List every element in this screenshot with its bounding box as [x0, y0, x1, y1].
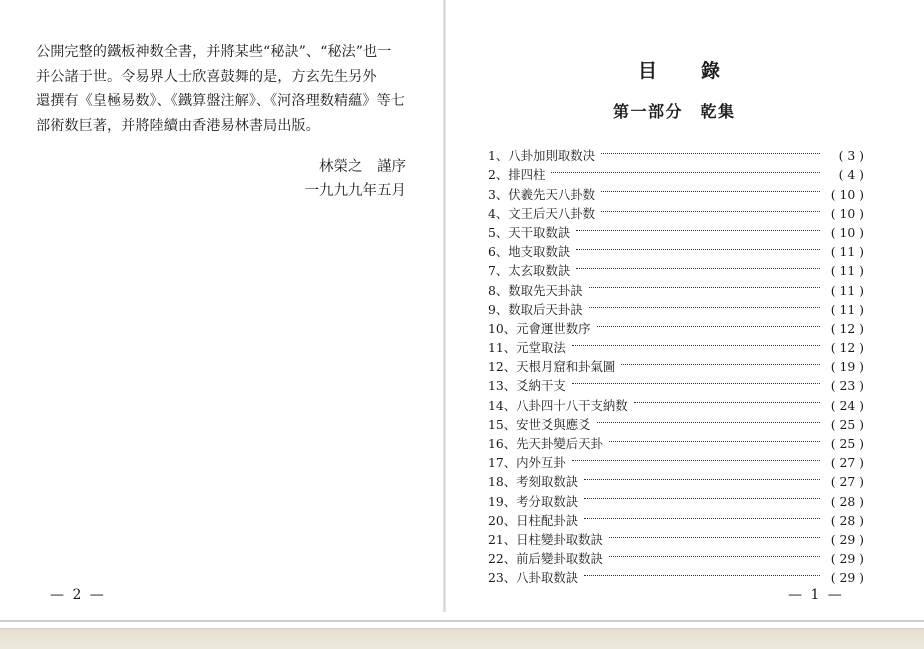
page-bottom-edge	[0, 620, 924, 622]
toc-entry-page: ( 29 )	[830, 551, 864, 567]
toc-entry-page: ( 28 )	[830, 512, 864, 528]
scan-background-strip	[0, 628, 924, 649]
toc-entry-label: 安世爻與應爻	[516, 416, 591, 432]
toc-entry-label: 数取先天卦訣	[508, 282, 583, 298]
toc-entry-label: 内外互卦	[516, 455, 566, 471]
toc-entry-number: 21、	[488, 531, 517, 547]
toc-dot-leader	[601, 179, 820, 198]
toc-entry-number: 1、	[488, 148, 509, 164]
toc-entry-label: 天干取数訣	[508, 224, 571, 240]
toc-dot-leader	[584, 506, 820, 525]
toc-title: 目錄	[638, 60, 765, 82]
toc-dot-leader	[589, 275, 820, 294]
toc-entry-number: 4、	[488, 205, 509, 221]
toc-entry-number: 9、	[488, 301, 509, 317]
toc-dot-leader	[609, 525, 820, 544]
toc-entry-page: ( 11 )	[830, 301, 864, 317]
toc-entry-page: ( 28 )	[830, 493, 864, 509]
toc-entry-number: 22、	[488, 551, 517, 567]
toc-dot-leader	[601, 141, 820, 160]
toc-entry-label: 前后變卦取数訣	[516, 551, 603, 567]
toc-entry-number: 11、	[488, 340, 517, 356]
toc-entry-label: 爻納干支	[516, 378, 566, 394]
toc-entry-number: 2、	[488, 167, 509, 183]
toc-dot-leader	[609, 429, 820, 448]
toc-entry-page: ( 10 )	[830, 205, 864, 221]
toc-dot-leader	[576, 256, 820, 275]
toc-dot-leader	[584, 486, 820, 505]
toc-entry-number: 15、	[488, 416, 517, 432]
page-number-right: — 1 —	[788, 587, 844, 603]
toc-entry-page: ( 19 )	[830, 359, 864, 375]
toc-entry-number: 10、	[488, 320, 517, 336]
toc-entry-page: ( 11 )	[830, 282, 864, 298]
toc-dot-leader	[551, 160, 820, 179]
toc-entry-page: ( 29 )	[830, 570, 864, 586]
toc-dot-leader	[597, 410, 820, 429]
toc-dot-leader	[584, 467, 820, 486]
toc-entry-label: 伏羲先天八卦数	[508, 186, 596, 202]
toc-entry-page: ( 25 )	[830, 436, 864, 451]
toc-entry-number: 17、	[488, 455, 517, 471]
left-page	[0, 0, 444, 628]
toc-dot-leader	[609, 544, 820, 563]
toc-entry-number: 5、	[488, 224, 509, 240]
toc-subtitle: 第一部分 乾集	[613, 102, 736, 121]
toc-dot-leader	[621, 352, 820, 371]
toc-entry-label: 考分取数訣	[516, 493, 579, 509]
toc-entry-number: 13、	[488, 378, 517, 394]
toc-entry-label: 地支取数訣	[508, 244, 571, 260]
toc-entry-label: 八卦四十八干支納数	[516, 397, 628, 413]
toc-entry-label: 天根月窟和卦氣圖	[516, 359, 616, 375]
toc-entry-page: ( 4 )	[838, 167, 864, 183]
toc-entry-label: 元堂取法	[516, 340, 566, 356]
toc-entry-page: ( 12 )	[830, 320, 864, 336]
toc-entry-label: 数取后天卦訣	[508, 301, 583, 317]
toc-entry-number: 20、	[488, 512, 517, 528]
toc-entry-page: ( 29 )	[830, 531, 864, 547]
preface-line: 并公諸于世。令易界人士欣喜鼓舞的是，方玄先生另外	[36, 68, 377, 85]
toc-entry-page: ( 11 )	[830, 244, 864, 260]
toc-entry-page: ( 24 )	[830, 397, 864, 413]
toc-entry	[488, 141, 864, 164]
signature-name: 林榮之 謹序	[319, 159, 406, 175]
toc-entry-label: 八卦加則取数决	[508, 148, 596, 164]
preface-line: 還撰有《皇極易数》、《鐵算盤注解》、《河洛理数精蘊》等七	[36, 93, 405, 109]
toc-dot-leader	[589, 295, 820, 314]
toc-entry-label: 八卦取数訣	[516, 570, 579, 586]
page-number-left: — 2 —	[50, 587, 106, 603]
toc-entry-label: 排四柱	[508, 167, 546, 183]
toc-entry-page: ( 12 )	[830, 340, 864, 356]
toc-entry-page: ( 10 )	[830, 224, 864, 240]
preface-signature	[206, 155, 406, 203]
toc-dot-leader	[597, 314, 820, 333]
toc-entry-label: 太玄取数訣	[508, 263, 571, 279]
preface-line: 公開完整的鐵板神数全書，并將某些“秘訣”、“秘法”也一	[36, 44, 392, 60]
toc-entry-number: 19、	[488, 493, 517, 509]
toc-entry-number: 14、	[488, 397, 517, 413]
toc-dot-leader	[576, 218, 820, 237]
preface-text	[36, 40, 412, 138]
signature-date: 一九九九年五月	[304, 183, 406, 199]
toc-entry-number: 7、	[488, 263, 509, 279]
toc-entry-label: 日柱變卦取数訣	[516, 531, 603, 547]
toc-entry-number: 16、	[488, 436, 517, 451]
toc-entry-number: 8、	[488, 282, 509, 298]
toc-entry-label: 元會運世数序	[516, 320, 591, 336]
toc-dot-leader	[576, 237, 820, 256]
toc-entry-page: ( 10 )	[830, 186, 864, 202]
toc-entry-number: 6、	[488, 244, 509, 260]
toc-entry-label: 考刻取数訣	[516, 474, 579, 490]
toc-entry-page: ( 3 )	[838, 148, 864, 164]
toc-dot-leader	[572, 333, 820, 352]
toc-dot-leader	[584, 563, 820, 582]
toc-entry-number: 12、	[488, 359, 517, 375]
preface-line: 部術数巨著，并將陸續由香港易林書局出版。	[36, 117, 320, 134]
toc-entry-label: 文王后天八卦数	[508, 205, 596, 221]
toc-entry-number: 18、	[488, 474, 517, 490]
toc-entry-page: ( 27 )	[830, 474, 864, 490]
toc-entry-page: ( 23 )	[830, 378, 864, 394]
toc-dot-leader	[572, 448, 820, 467]
toc-entry-page: ( 27 )	[830, 455, 864, 471]
toc-dot-leader	[572, 371, 820, 390]
toc-dot-leader	[634, 390, 820, 409]
toc-entry-label: 日柱配卦訣	[516, 512, 579, 528]
toc-dot-leader	[601, 199, 820, 218]
toc-entry-number: 3、	[488, 186, 509, 202]
toc-entry-label: 先天卦變后天卦	[516, 436, 603, 451]
toc-entry-page: ( 11 )	[830, 263, 864, 279]
table-of-contents	[488, 141, 864, 586]
toc-entry-page: ( 25 )	[830, 416, 864, 432]
toc-entry-number: 23、	[488, 570, 517, 586]
